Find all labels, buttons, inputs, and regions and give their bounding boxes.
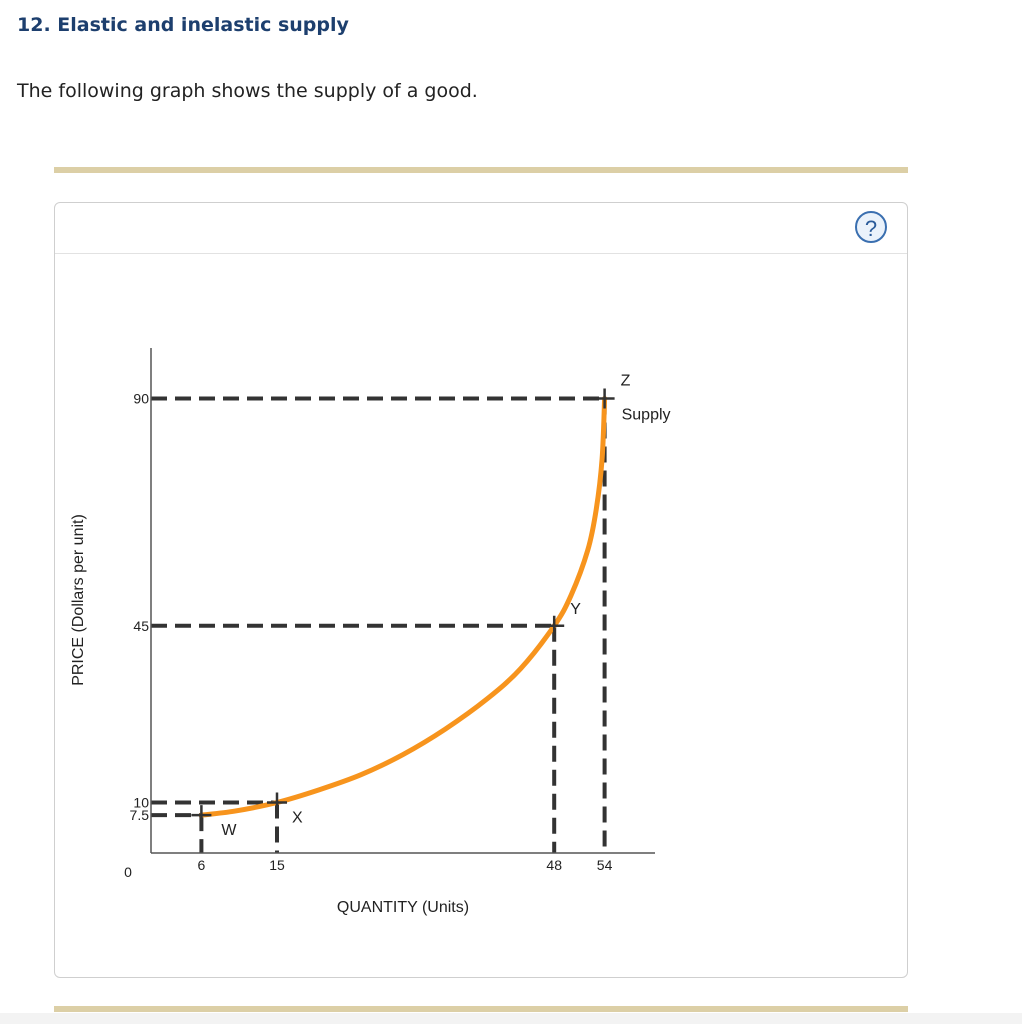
y-tick-label-10: 10 (133, 794, 149, 811)
x-axis-label: QUANTITY (Units) (336, 899, 470, 916)
bottom-divider (54, 1006, 908, 1012)
x-tick-label-6: 6 (197, 857, 206, 873)
top-divider (54, 167, 908, 173)
help-icon[interactable]: ? (855, 211, 887, 243)
question-title: 12. Elastic and inelastic supply (17, 14, 349, 36)
footer-band (0, 1013, 1022, 1024)
x-tick-label-48: 48 (546, 857, 562, 873)
origin-label: 0 (124, 864, 132, 880)
graph-panel (54, 202, 908, 978)
point-label-x: X (292, 809, 303, 827)
y-axis-label: PRICE (Dollars per unit) (70, 514, 87, 686)
x-tick-label-54: 54 (596, 857, 613, 873)
y-tick-label-90: 90 (133, 390, 149, 407)
y-tick-label-7-5: 7.5 (129, 807, 149, 824)
panel-header-divider (55, 253, 907, 254)
point-label-w: W (221, 822, 237, 840)
question-intro: The following graph shows the supply of a good. (17, 80, 478, 102)
supply-series-label: Supply (621, 406, 671, 424)
point-label-y: Y (570, 600, 581, 618)
x-tick-label-15: 15 (269, 857, 285, 873)
y-tick-label-45: 45 (133, 617, 149, 634)
point-label-z: Z (620, 372, 631, 390)
